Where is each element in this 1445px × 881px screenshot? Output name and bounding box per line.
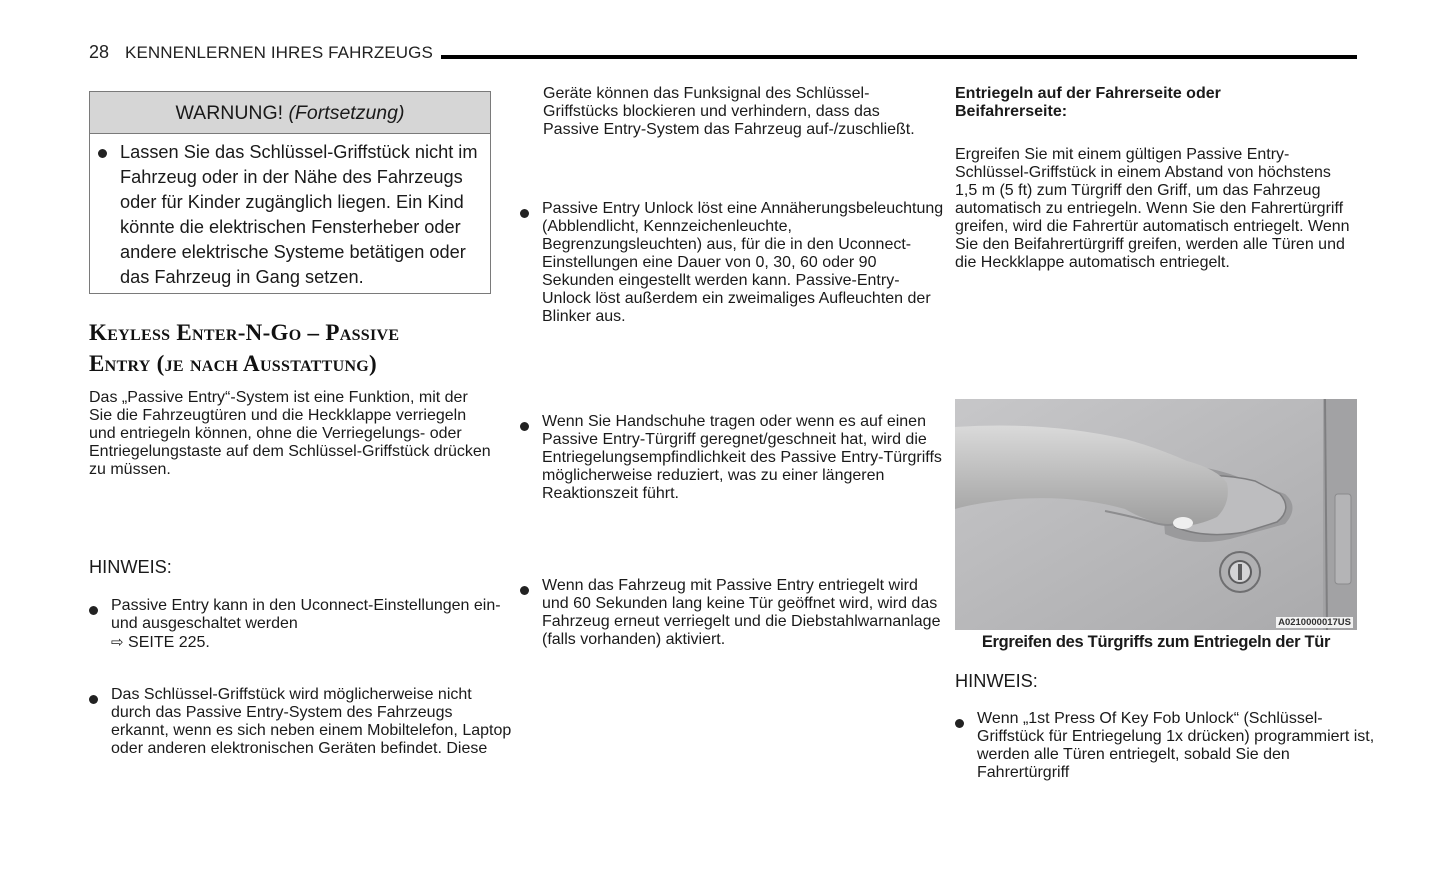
header-rule: [441, 55, 1357, 59]
section-title: [89, 317, 489, 379]
door-handle-illustration: [955, 399, 1357, 630]
note-bullet-settings: [89, 597, 513, 652]
note-bullet-settings-text: Passive Entry kann in den Uconnect-Einstellungen ein- und ausgeschaltet werden: [111, 597, 501, 632]
note-label: HINWEIS:: [89, 557, 172, 577]
warning-box: [89, 91, 491, 294]
bullet-approach-lighting: Passive Entry Unlock löst eine Annäherungsbeleuchtung (Abblendlicht, Kennzeichenleuchte, Begrenzungsleuchten) aus, für die in den Uconnect-Einstellungen eine Dauer von 0, 30, 60 oder 90 Sekunden eingestellt werden kann. Passive-Entry-Unlock löst außerdem ein zweimaliges Aufleuchten der Blinker aus.: [520, 200, 947, 326]
bullet-relock: Wenn das Fahrzeug mit Passive Entry entriegelt wird und 60 Sekunden lang keine Tür geöffnet wird, wird das Fahrzeug erneut verriegelt und die Diebstahlwarnanlage (falls vorhanden) aktiviert.: [520, 577, 947, 649]
page-header: [89, 42, 1357, 66]
warning-header: [90, 92, 490, 134]
continuation-paragraph: Geräte können das Funksignal des Schlüssel-Griffstücks blockieren und verhindern, dass das Passive Entry-System das Fahrzeug auf-/zuschließt.: [543, 85, 915, 138]
page-reference-link[interactable]: SEITE 225.: [128, 634, 210, 651]
section-title-line2: Entry (je nach Ausstattung): [89, 351, 378, 376]
bullet-gloves: Wenn Sie Handschuhe tragen oder wenn es auf einen Passive Entry-Türgriff geregnet/geschneit hat, wird die Entriegelungsempfindlichkeit des Passive Entry-Türgriffs möglicherweise reduziert, was zu einer längeren Reaktionszeit führt.: [520, 413, 947, 503]
figure-code: A0210000017US: [1278, 617, 1351, 628]
note-bullet-key-fob: Wenn „1st Press Of Key Fob Unlock“ (Schlüssel-Griffstück für Entriegelung 1x drücken) programmiert ist, werden alle Türen entriegelt, sobald Sie den Fahrertürgriff: [955, 710, 1379, 782]
warning-bullet: Lassen Sie das Schlüssel-Griffstück nicht im Fahrzeug oder in der Nähe des Fahrzeugs oder für Kinder zugänglich liegen. Ein Kind könnte die elektrischen Fensterheber oder andere elektrische Systeme betätigen oder das Fahrzeug in Gang setzen.: [98, 140, 500, 290]
chapter-title: KENNENLERNEN IHRES FAHRZEUGS: [125, 43, 433, 62]
warning-continued: (Fortsetzung): [288, 102, 405, 124]
unlock-subheading: Entriegeln auf der Fahrerseite oder Beifahrerseite:: [955, 85, 1221, 120]
section-title-line1: Keyless Enter-N-Go – Passive: [89, 320, 400, 345]
arrow-right-icon: ⇨: [111, 634, 124, 651]
warning-title: WARNUNG!: [175, 102, 284, 124]
unlock-paragraph: Ergreifen Sie mit einem gültigen Passive Entry-Schlüssel-Griffstück in einem Abstand von höchstens 1,5 m (5 ft) zum Türgriff den Griff, um das Fahrzeug automatisch zu entriegeln. Wenn Sie den Fahrertürgriff greifen, wird die Fahrertür automatisch entriegelt. Wenn Sie den Beifahrertürgriff greifen, werden alle Türen und die Heckklappe automatisch entriegelt.: [955, 146, 1350, 271]
intro-paragraph: Das „Passive Entry“-System ist eine Funktion, mit der Sie die Fahrzeugtüren und die Heckklappe verriegeln und entriegeln können, ohne die Verriegelungs- oder Entriegelungstaste auf dem Schlüssel-Griffstück drücken zu müssen.: [89, 389, 491, 478]
page-number: 28: [89, 42, 110, 62]
note-label-2: HINWEIS:: [955, 671, 1038, 691]
door-handle-figure: [955, 399, 1357, 630]
note-bullet-interference: Das Schlüssel-Griffstück wird möglicherweise nicht durch das Passive Entry-System des Fahrzeugs erkannt, wenn es sich neben einem Mobiltelefon, Laptop oder anderen elektronischen Geräten befindet. Diese: [89, 686, 513, 758]
figure-caption: Ergreifen des Türgriffs zum Entriegeln der Tür: [981, 633, 1331, 651]
